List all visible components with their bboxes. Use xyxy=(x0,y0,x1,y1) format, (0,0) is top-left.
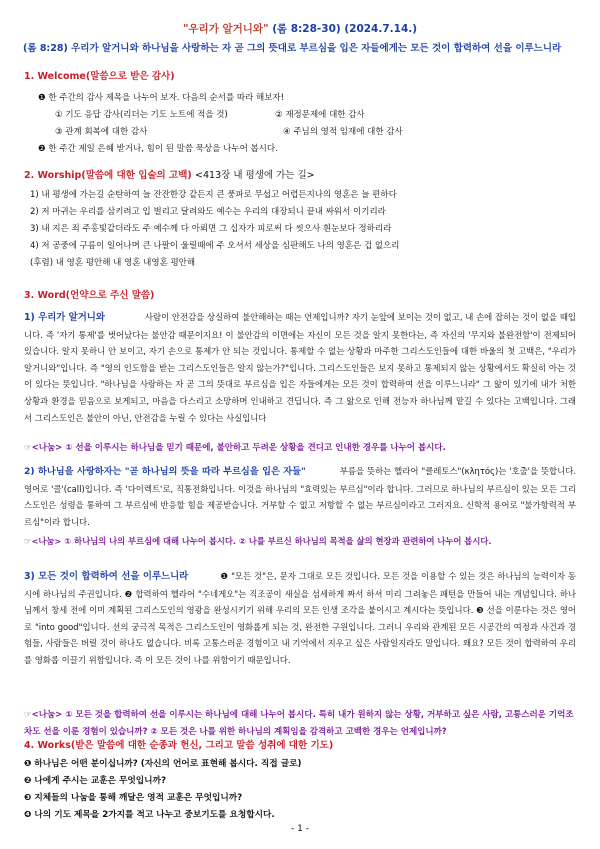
welcome-line-1: ❶ 한 주간의 감사 제목을 나누어 보자. 다음의 순서를 따라 해보자! xyxy=(38,93,285,103)
welcome-item-2: ② 재정문제에 대한 감사 xyxy=(275,110,365,120)
word-text-3: ❶ "모든 것"은, 문자 그대로 모든 것입니다. 모든 것을 이용할 수 있는 것은 하나님의 능력이자 동시에 하나님의 주권입니다. ❷ 합력하여 헬라어 "수네게오"는 직조공이 새실을 섬세하게 짜서 하셔 미리 그려놓은 패턴을 만들어 내는 개념입니다. 하나님께서 창세 전에 이미 계획된 그리스도인의 영광을 완성시키기 위해 우리의 모든 인생 조각을 붙이시고 계시다는 뜻입니다. ❸ 선을 이룬다는 것은 영어로 "into good"입니다. 선의 궁극적 목적은 그리스도인이 영화롭게 되는 것, 완전한 구원입니다. 그러니 우리와 관계된 모든 시공간의 여정과 사건과 경험들, 사람들은 버릴 것이 하나도 없습니다. 비록 고통스러운 경험이고 내 기억에서 지우고 싶은 사람일지라도 말입니다. 왜요? 모든 것이 합력하여 우리를 영화롭 이끌기 위함입니다. 즉 이 모든 것이 나를 위함이기 때문입니다. xyxy=(24,571,576,665)
hymn-verse-1: 1) 내 평생에 가는길 순탄하여 늘 잔잔한강 같든지 큰 풍파로 무섭고 어렵든지나의 영혼은 늘 편하다 xyxy=(30,190,397,200)
hymn-chorus: (후렴) 내 영혼 평안해 내 영혼 내영혼 평안해 xyxy=(30,258,196,268)
section-works-title: 4. Works(받은 말씀에 대한 순종과 헌신, 그리고 말씀 성취에 대한 기도) xyxy=(24,740,334,751)
title-text: "우리가 알거니와" xyxy=(182,23,269,35)
word-heading-1: 1) 우리가 알거니와 xyxy=(24,312,105,323)
share-1: ☞<나눔> ① 선을 이루시는 하나님을 믿기 때문에, 불안하고 두려운 상황을 견디고 인내한 경우를 나누어 봅시다. xyxy=(24,443,446,453)
word-text-1: 사람이 안전감을 상실하여 불안해하는 때는 언제입니까? 자기 눈앞에 보이는 것이 없고, 내 손에 잡히는 것이 없을 때입니다. 즉 '자기 통제'를 벗어났다는 불안감 때문이지요! 이 불안감의 이면에는 자신이 모든 것을 알지 못한다는, 즉 자신의 '무지와 불완전함'이 전제되어 있습니다. 알지 못하니 안 보이고, 자기 손으로 통제가 안 되는 것입니다. 통제할 수 없는 상황과 마주한 그리스도인들에 대한 바울의 첫 고백은, "우리가 알거니와"입니다. 즉 "영의 인도함을 받는 그리스도인들은 알지 않는가?"입니다. 그리스도인들은 보지 못하고 통제되지 않는 상황에서도 확실히 아는 것이 있다는 뜻입니다. "하나님을 사랑하는 자 곧 그의 뜻대로 부르심을 입은 자들에게는 모든 것이 합력하여 선을 이루느니라" 그 앎이 있기에 내가 처한 상황과 환경을 믿음으로 보게되고, 마음을 다스리고 소망하며 인내하고 견딥니다. 즉 그 앎으로 인해 전능자 하나님께 맡길 수 있다는 고백입니다. 그래서 그리스도인은 불안이 아닌, 안전감을 누릴 수 있다는 사실입니다 xyxy=(24,312,576,423)
page-title xyxy=(0,21,600,36)
hymn-verse-3: 3) 내 지은 죄 주홍빛같더라도 주 예수께 다 아뢰면 그 십자가 피로써 다 씻으사 흰눈보다 정하리라 xyxy=(30,224,392,234)
works-item-2: ❷ 나에게 주시는 교훈은 무엇입니까? xyxy=(24,776,166,786)
works-item-4: ❹ 나의 기도 제목을 2가지를 적고 나누고 중보기도를 요청합시다. xyxy=(24,810,275,820)
welcome-item-1: ① 기도 응답 감사(리더는 기도 노트에 적을 것) xyxy=(55,110,228,120)
word-heading-2: 2) 하나님을 사랑하자는 "곧 하나님의 뜻을 따라 부르심을 입은 자들" xyxy=(24,466,306,477)
hymn-verse-4: 4) 저 공중에 구름이 일어나며 큰 나팔이 울릴때에 주 오셔서 세상을 심판해도 나의 영혼은 겁 없으리 xyxy=(30,241,400,251)
works-item-1: ❶ 하나님은 어떤 분이십니까? (자신의 언어로 표현해 봅시다. 직접 글로) xyxy=(24,759,302,769)
key-verse: (롬 8:28) 우리가 알거니와 하나님을 사랑하는 자 곧 그의 뜻대로 부르심을 입은 자들에게는 모든 것이 합력하여 선을 이루느니라 xyxy=(23,43,562,54)
section-welcome-title: 1. Welcome(말씀으로 받은 감사) xyxy=(24,71,175,82)
share-2: ☞<나눔> ① 하나님의 나의 부르심에 대해 나누어 봅시다. ② 나를 부르신 하나님의 목적을 삶의 현장과 관련하여 나누어 봅시다. xyxy=(24,536,492,546)
title-reference: (롬 8:28-30) (2024.7.14.) xyxy=(272,23,418,35)
page-number: - 1 - xyxy=(291,824,309,834)
section-word-title: 3. Word(언약으로 주신 말씀) xyxy=(24,290,155,301)
welcome-item-4: ④ 주님의 영적 임재에 대한 감사 xyxy=(283,127,403,137)
welcome-item-3: ③ 관계 회복에 대한 감사 xyxy=(55,127,148,137)
share-3: ☞<나눔> ① 모든 것을 합력하여 선을 이루시는 하나님에 대해 나누어 봅시다. 특히 내가 원하지 않는 상황, 거부하고 싶은 사람, 고통스러운 기억조차도 선을 이룬 경험이 있습니까? ② 모든 것은 나를 위한 하나님의 계획임을 감격하고 고백한 경우는 언제입니까? xyxy=(24,710,574,737)
hymn-verse-2: 2) 저 마귀는 우리를 삼키려고 입 벌리고 달려와도 예수는 우리의 대장되니 끝내 싸워서 이기리라 xyxy=(30,207,386,217)
welcome-line-2: ❷ 한 주간 제일 은혜 받거나, 힘이 된 말씀 묵상을 나누어 봅시다. xyxy=(38,144,278,154)
word-heading-3: 3) 모든 것이 합력하여 선을 이루느니라 xyxy=(24,571,189,582)
section-worship-title xyxy=(24,167,315,181)
word-paragraph-1 xyxy=(24,309,576,426)
word-text-2: 부름을 뜻하는 헬라어 "클레토스"(κλητός)는 '호출'을 뜻합니다. 영어로 '콜'(call)입니다. 즉 '다이렉트'로, 직통전화입니다. 이것을 하나님의 "효력있는 부르심"이라 합니다. 그러므로 하나님의 부르심이 있는 모든 그리스도인은 성령을 통하여 그 부르심에 반응할 힘을 제공받습니다. 거부할 수 없고 저항할 수 없는 부르심이라고 그러지요. 신학적 용어로 "불가항력적 부르심"이라 합니다. xyxy=(24,466,576,527)
worship-title-text: 2. Worship(말씀에 대한 입술의 고백) xyxy=(24,170,192,181)
works-item-3: ❸ 지체들의 나눔을 통해 깨달은 영적 교훈은 무엇입니까? xyxy=(24,793,243,803)
hymn-note: <413장 내 평생에 가는 길> xyxy=(195,170,315,181)
word-paragraph-3 xyxy=(24,568,576,669)
word-paragraph-2 xyxy=(24,463,576,530)
